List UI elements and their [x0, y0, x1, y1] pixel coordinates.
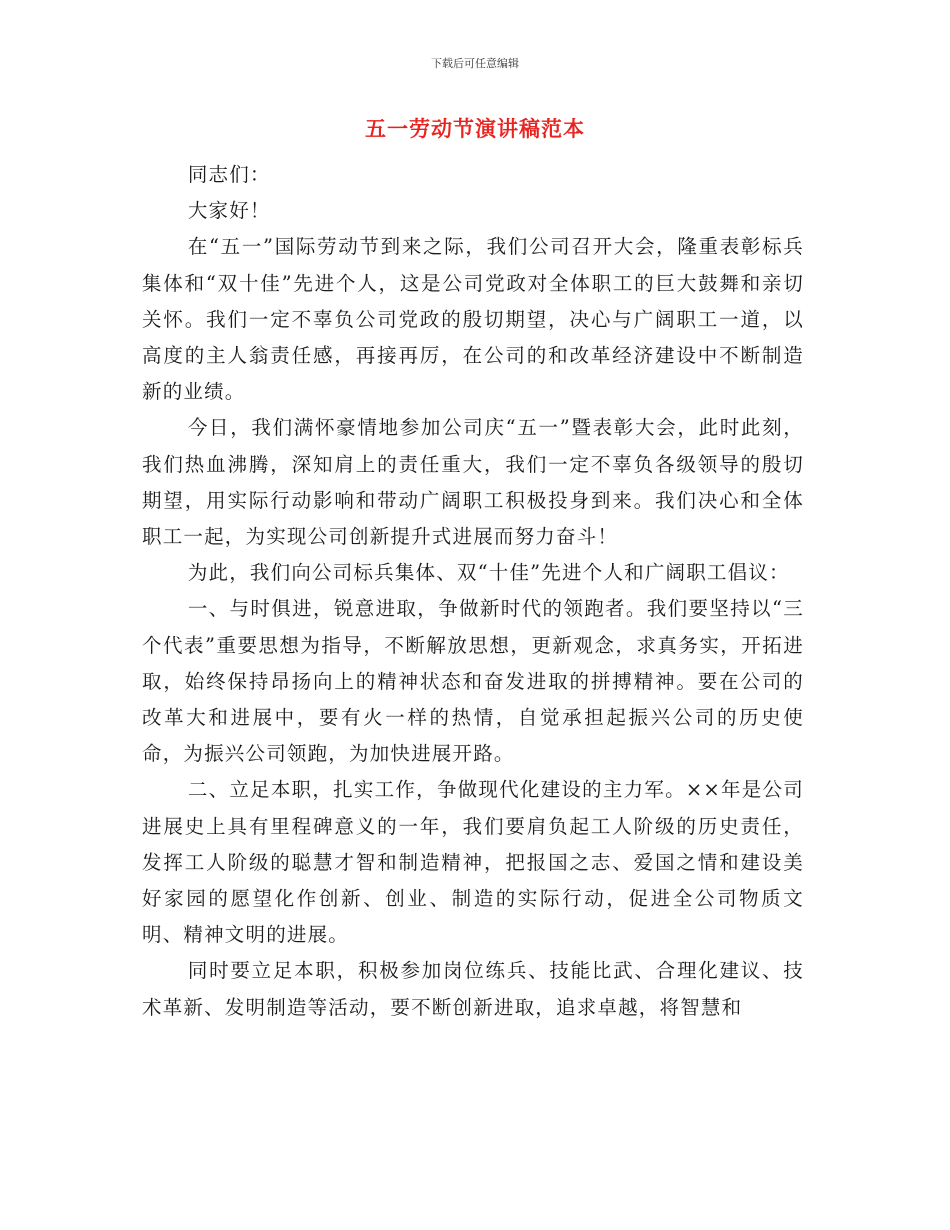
header-note: 下载后可任意编辑: [431, 57, 519, 70]
paragraph: 同时要立足本职，积极参加岗位练兵、技能比武、合理化建议、技术革新、发明制造等活动，要不断创新进取，追求卓越，将智慧和: [142, 959, 804, 1019]
paragraph: 同志们：: [187, 163, 271, 186]
paragraph: 二、立足本职，扎实工作，争做现代化建设的主力军。××年是公司进展史上具有里程碑意义的一年，我们要肩负起工人阶级的历史责任，发挥工人阶级的聪慧才智和制造精神，把报国之志、爱国之情和建设美好家园的愿望化作创新、创业、制造的实际行动，促进全公司物质文明、精神文明的进展。: [142, 778, 804, 947]
paragraph: 今日，我们满怀豪情地参加公司庆“五一”暨表彰大会，此时此刻，我们热血沸腾，深知肩上的责任重大，我们一定不辜负各级领导的殷切期望，用实际行动影响和带动广阔职工积极投身到来。我们决心和全体职工一起，为实现公司创新提升式进展而努力奋斗！: [142, 416, 804, 549]
paragraph: 大家好！: [187, 199, 271, 223]
paragraph: 一、与时俱进，锐意进取，争做新时代的领跑者。我们要坚持以“三个代表”重要思想为指导，不断解放思想，更新观念，求真务实，开拓进取，始终保持昂扬向上的精神状态和奋发进取的拼搏精神。要在公司的改革大和进展中，要有火一样的热情，自觉承担起振兴公司的历史使命，为振兴公司领跑，为加快进展开路。: [142, 597, 804, 766]
paragraph: 在“五一”国际劳动节到来之际，我们公司召开大会，隆重表彰标兵集体和“双十佳”先进个人，这是公司党政对全体职工的巨大鼓舞和亲切关怀。我们一定不辜负公司党政的殷切期望，决心与广阔职工一道，以高度的主人翁责任感，再接再厉，在公司的和改革经济建设中不断制造新的业绩。: [142, 235, 804, 404]
document-body: [142, 157, 804, 1026]
document-title: 五一劳动节演讲稿范本: [365, 117, 585, 141]
paragraph: 为此，我们向公司标兵集体、双“十佳”先进个人和广阔职工倡议：: [187, 561, 790, 585]
